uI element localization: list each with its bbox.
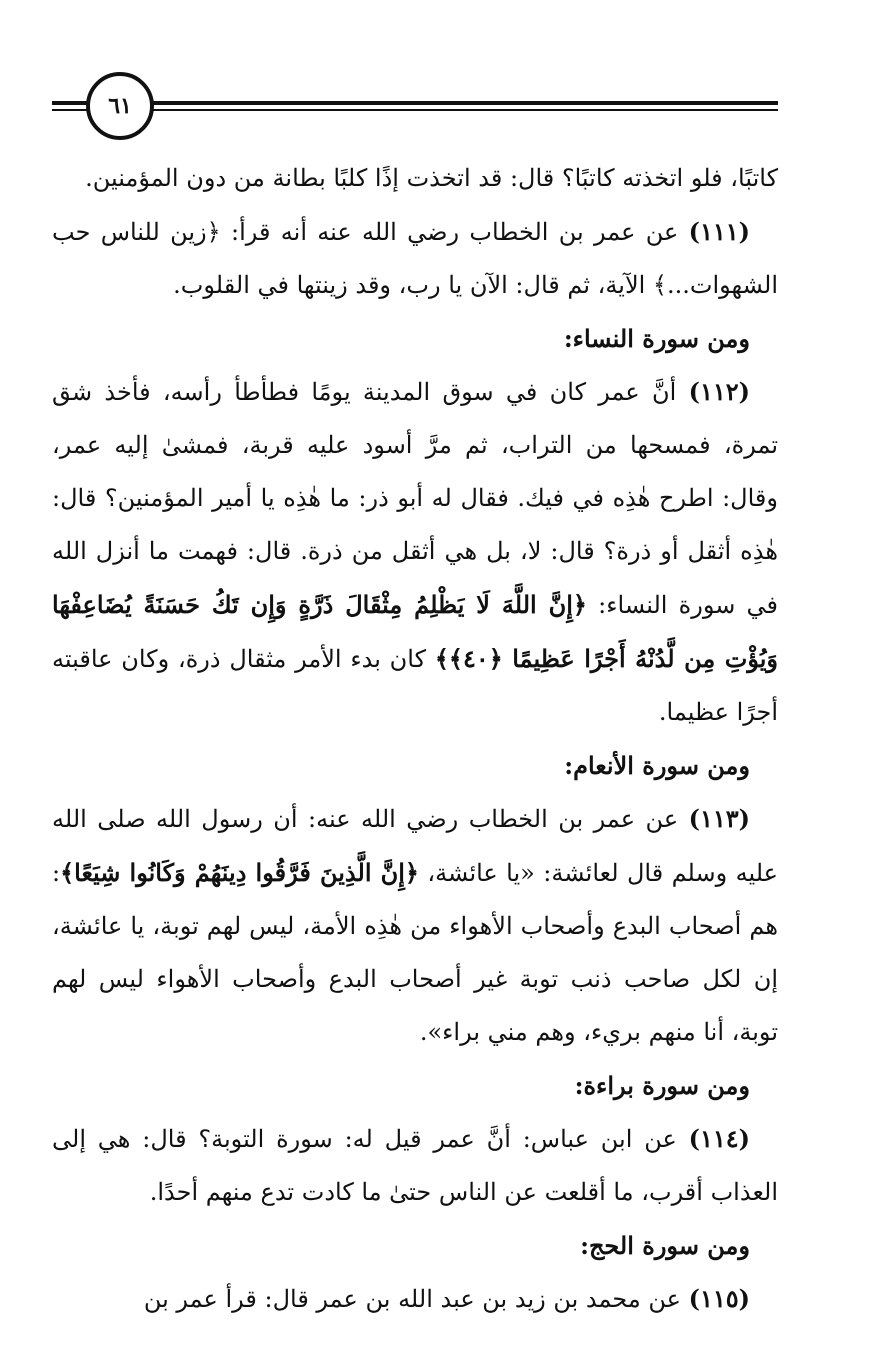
- quran-verse: ﴿إِنَّ الَّذِينَ فَرَّقُوا دِينَهُمْ وَكَانُوا شِيَعًا﴾: [60, 858, 419, 887]
- quran-verse: ﴿إِنَّ اللَّهَ لَا يَظْلِمُ مِثْقَالَ ذَرَّةٍ وَإِن تَكُ حَسَنَةً يُضَاعِفْهَا وَيُؤْتِ مِن لَّدُنْهُ أَجْرًا عَظِيمًا ﴿٤٠﴾﴾: [52, 590, 778, 673]
- page-number: [86, 72, 154, 140]
- narration-114: [52, 1112, 778, 1219]
- narration-115: [52, 1272, 778, 1326]
- page-header: [52, 68, 778, 144]
- narration-113: [52, 792, 778, 1059]
- section-heading-nisa: ومن سورة النساء:: [563, 324, 750, 353]
- narration-number: (١١١): [688, 217, 750, 246]
- page-number-text: ٦١: [108, 93, 132, 119]
- header-rule-thin: [52, 109, 778, 111]
- narration-number: (١١٢): [688, 377, 750, 406]
- section-heading-baraa: ومن سورة براءة:: [574, 1071, 750, 1100]
- narration-text: كان بدء الأمر مثقال ذرة، وكان عاقبته أجرًا عظيما.: [52, 645, 778, 726]
- narration-number: (١١٥): [688, 1284, 750, 1313]
- page-body: [52, 152, 778, 1326]
- narration-text: عن عمر بن الخطاب رضي الله عنه: أن رسول الله صلى الله عليه وسلم قال لعائشة: «يا عائشة،: [52, 805, 779, 887]
- narration-number: (١١٤): [688, 1124, 750, 1153]
- paragraph-text: كاتبًا، فلو اتخذته كاتبًا؟ قال: قد اتخذت إذًا كلبًا بطانة من دون المؤمنين.: [85, 164, 778, 192]
- paragraph-continuation: [52, 152, 778, 205]
- narration-text: : هم أصحاب البدع وأصحاب الأهواء من هٰذِه الأمة، ليس لهم توبة، يا عائشة، إن لكل صاحب ذنب توبة غير أصحاب البدع وأصحاب الأهواء ليس لهم توبة، أنا منهم بريء، وهم مني براء».: [52, 859, 779, 1046]
- narration-112: [52, 365, 778, 739]
- narration-number: (١١٣): [688, 804, 750, 833]
- narration-111: [52, 205, 778, 312]
- section-heading-hajj: ومن سورة الحج:: [580, 1231, 750, 1260]
- narration-text: عن عمر بن الخطاب رضي الله عنه أنه قرأ: ﴿زين للناس حب الشهوات...﴾ الآية، ثم قال: الآن يا رب، وقد زينتها في القلوب.: [52, 218, 778, 299]
- header-rule: [52, 101, 778, 105]
- section-heading-anam: ومن سورة الأنعام:: [564, 751, 750, 780]
- narration-text: عن محمد بن زيد بن عبد الله بن عمر قال: قرأ عمر بن: [143, 1285, 689, 1313]
- narration-text: عن ابن عباس: أنَّ عمر قيل له: سورة التوبة؟ قال: هي إلى العذاب أقرب، ما أقلعت عن الناس حتىٰ ما كادت تدع منهم أحدًا.: [52, 1125, 778, 1206]
- narration-text: أنَّ عمر كان في سوق المدينة يومًا فطأطأ رأسه، فأخذ شق تمرة، فمسحها من التراب، ثم مرَّ أسود عليه قربة، فمشىٰ إليه عمر، وقال: اطرح هٰذِه في فيك. فقال له أبو ذر: ما هٰذِه يا أمير المؤمنين؟ قال: هٰذِه أثقل أو ذرة؟ قال: لا، بل هي أثقل من ذرة. قال: فهمت ما أنزل الله في سورة النساء:: [52, 378, 778, 619]
